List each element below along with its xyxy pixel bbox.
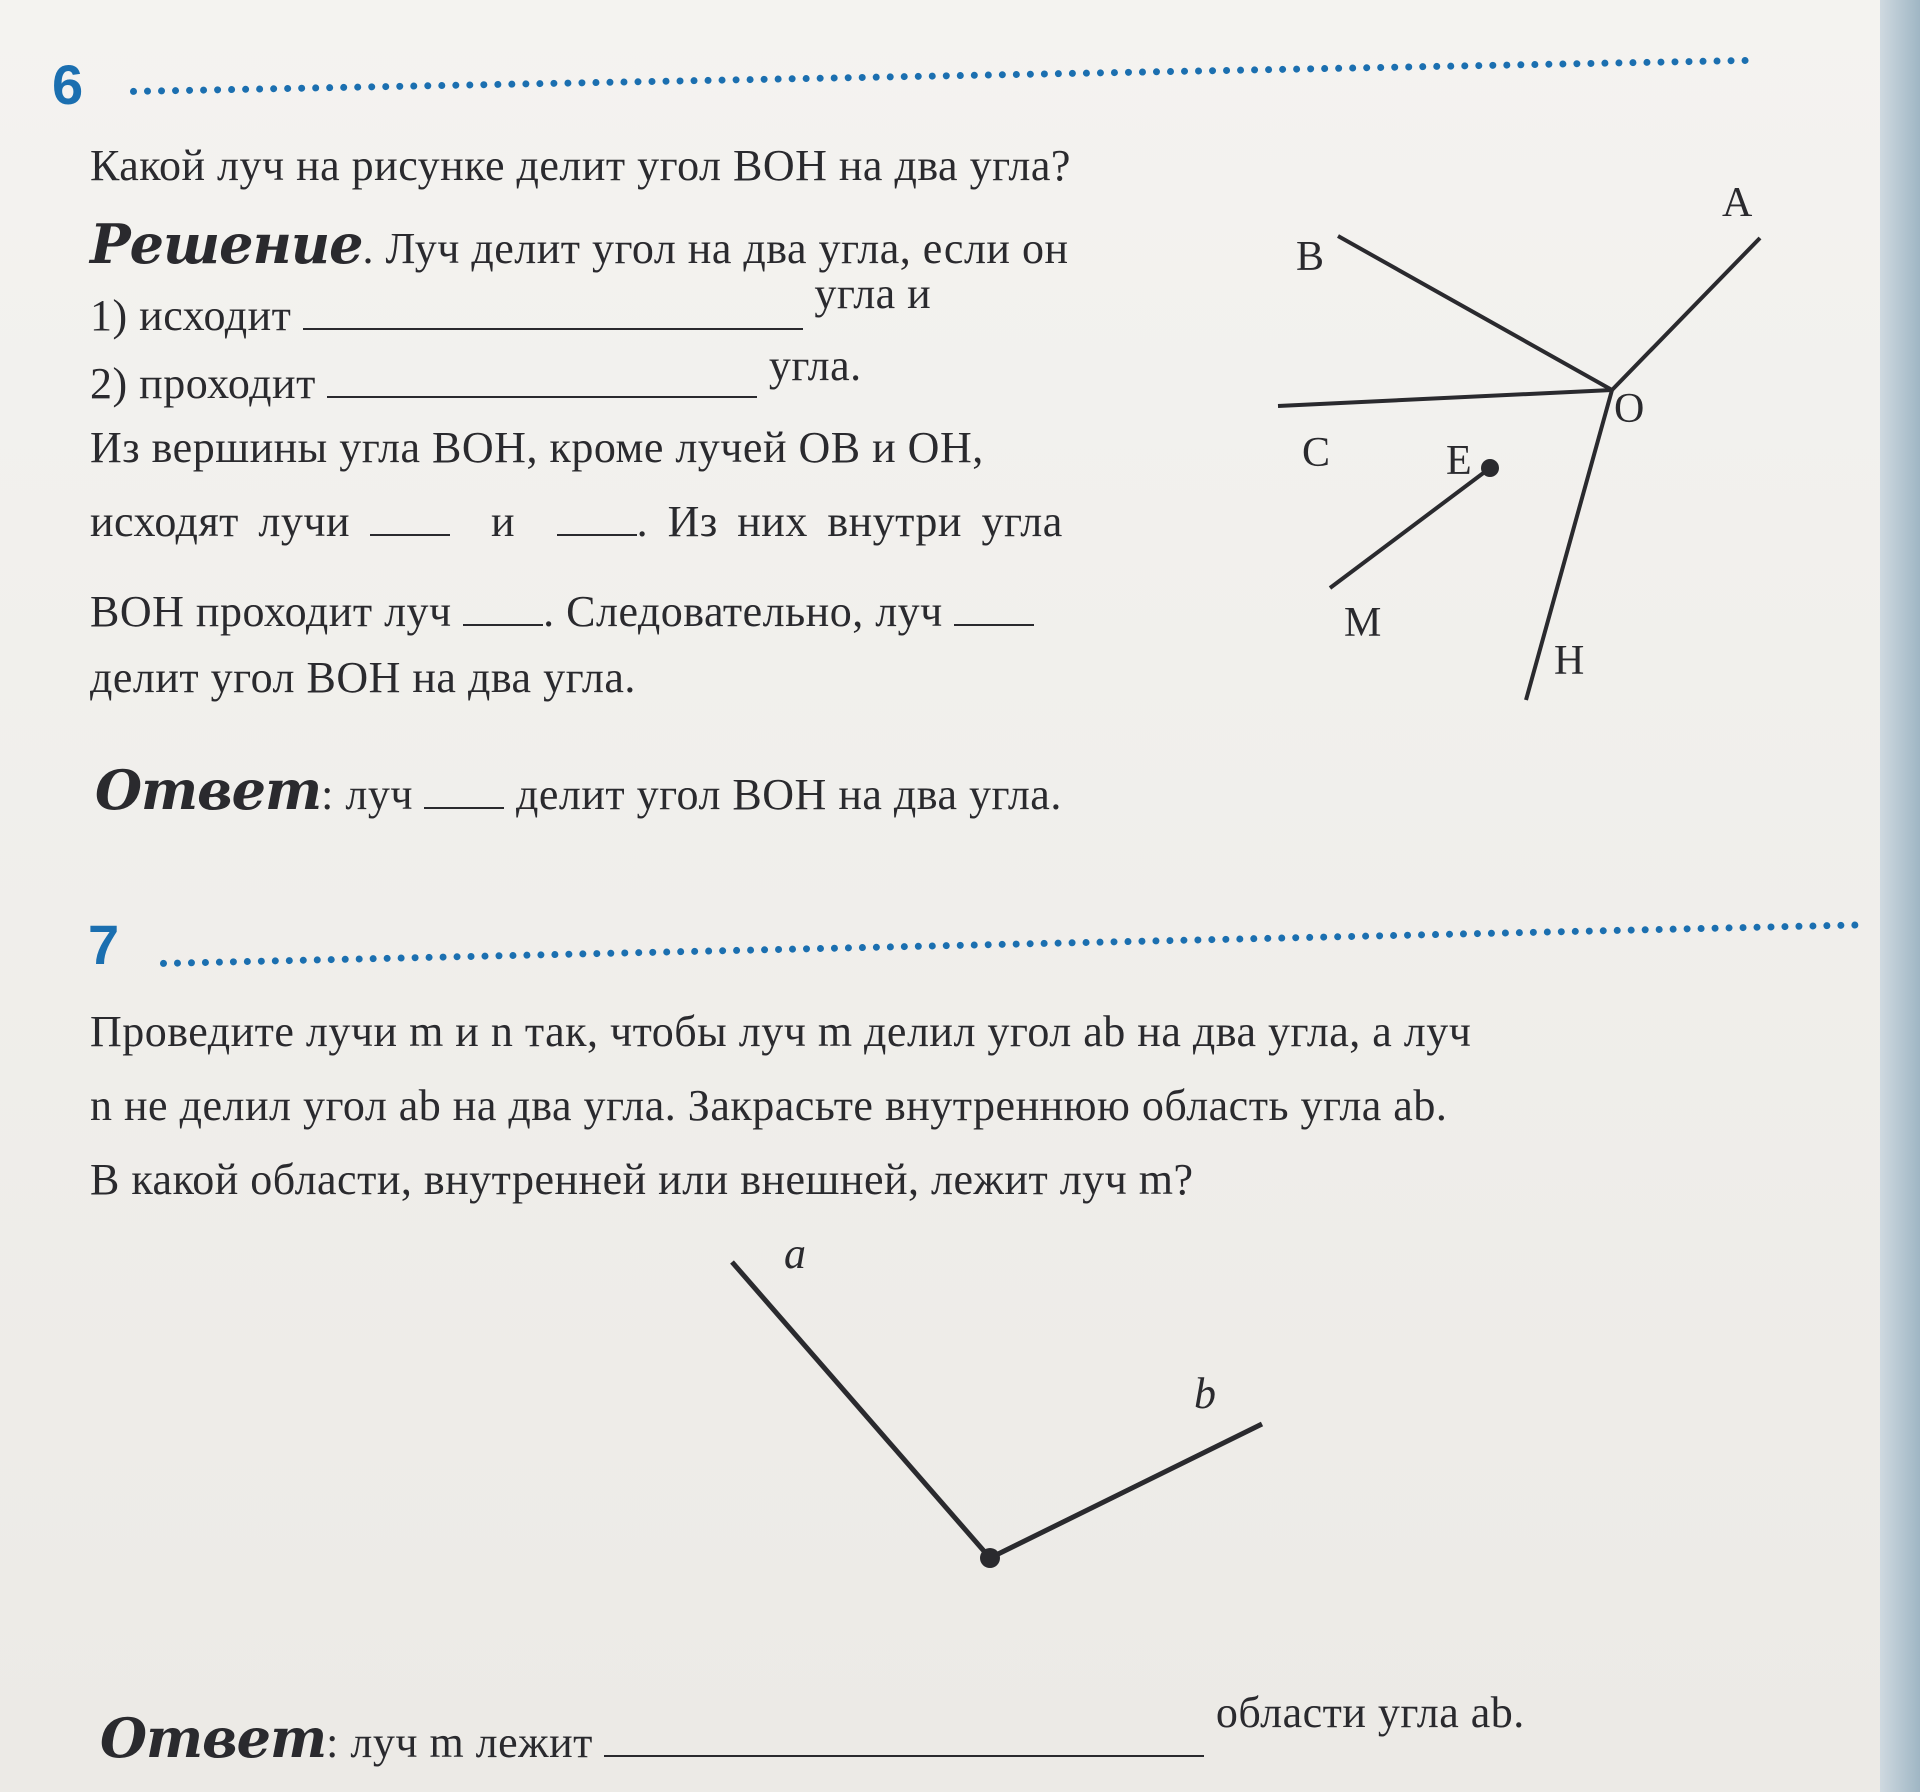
answer-7-b: области угла ab. — [1215, 1688, 1525, 1737]
line-5-a: BOH проходит луч — [90, 587, 452, 636]
line-4-c: . Из них внутри угла — [636, 497, 1063, 546]
task-7-line-2: n не делил угол ab на два угла. Закрасьте внутреннюю область угла ab. — [90, 1081, 1448, 1130]
task-7-line-3: В какой области, внутренней или внешней, лежит луч m? — [90, 1155, 1194, 1204]
item-2-suffix: угла. — [768, 341, 862, 390]
point-E — [1481, 459, 1499, 477]
answer-word-6: Ответ — [95, 758, 322, 822]
ray-a — [732, 1262, 990, 1558]
label-B: B — [1296, 234, 1325, 280]
task-7-line-1: Проведите лучи m и n так, чтобы луч m делил угол ab на два угла, а луч — [90, 1007, 1472, 1056]
label-M: M — [1344, 600, 1382, 646]
label-E: E — [1446, 438, 1472, 484]
label-H: H — [1554, 638, 1585, 684]
task-6-line-3: Из вершины угла BOH, кроме лучей OB и OH, — [90, 423, 984, 472]
task-6-question: Какой луч на рисунке делит угол BOH на два угла? — [90, 141, 1071, 190]
line-5-b: . Следовательно, луч — [543, 587, 943, 636]
ray-OA — [1612, 238, 1760, 390]
ray-OC — [1278, 390, 1612, 406]
answer-6-a: : луч — [321, 770, 413, 819]
solution-intro: . Луч делит угол на два угла, если он — [362, 224, 1069, 273]
task-6-number: 6 — [52, 53, 84, 116]
label-b: b — [1194, 1369, 1216, 1418]
line-4-b: и — [491, 497, 516, 546]
item-1-prefix: 1) исходит — [90, 291, 292, 340]
line-4-a: исходят лучи — [90, 497, 351, 546]
task-6-line-6: делит угол BOH на два угла. — [90, 653, 636, 702]
answer-word-7: Ответ — [100, 1706, 327, 1770]
task-7-number: 7 — [88, 913, 120, 976]
item-2-prefix: 2) проходит — [90, 359, 316, 408]
label-a: a — [784, 1229, 806, 1278]
solution-word: Решение — [90, 212, 363, 276]
answer-6-b: делит угол BOH на два угла. — [515, 770, 1062, 819]
label-A: A — [1722, 180, 1753, 226]
label-O: O — [1614, 386, 1645, 432]
answer-7-a: : луч m лежит — [326, 1718, 593, 1767]
ray-EM — [1330, 468, 1490, 588]
task-7-figure — [732, 1262, 1262, 1558]
ray-b — [990, 1424, 1262, 1558]
angle-vertex — [980, 1548, 1000, 1568]
item-1-suffix: угла и — [814, 269, 932, 318]
label-C: C — [1302, 430, 1331, 476]
ray-OB — [1338, 236, 1612, 390]
